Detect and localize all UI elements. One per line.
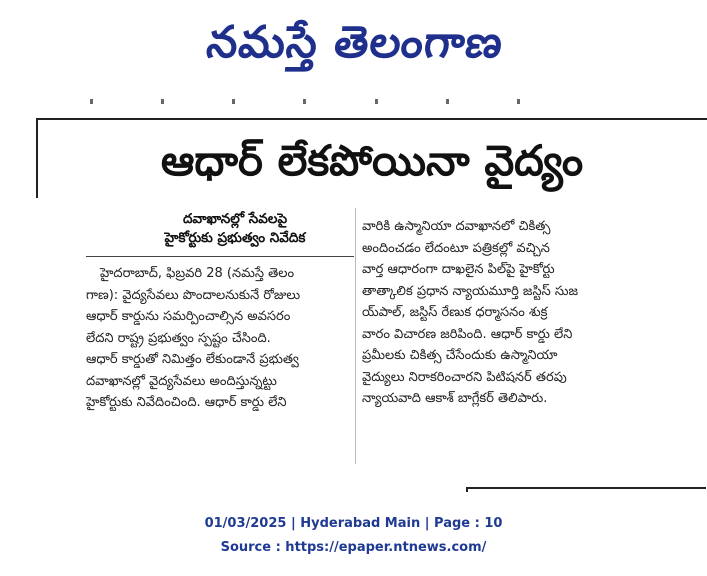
newspaper-masthead: నమస్తే తెలంగాణ [204, 17, 506, 68]
right-column-body [362, 216, 698, 410]
body-line: వార్త ఆధారంగా దాఖలైన పిల్‌పై హైకోర్టు [362, 262, 555, 277]
body-line: వారికి ఉస్మానియా దవాఖానలో చికిత్స [362, 219, 551, 234]
body-line: వారం విచారణ జరిపింది. ఆధార్ కార్డు లేని [362, 326, 573, 342]
body-line: వైద్యులు నిరాకరించారని పిటిషనర్ తరపు [362, 369, 567, 385]
body-line: హైకోర్టుకు నివేదించింది. ఆధార్ కార్డు లేని [86, 395, 287, 410]
edition-info: 01/03/2025 | Hyderabad Main | Page : 10 [204, 516, 503, 531]
masthead-dot-row [90, 98, 520, 104]
article-headline: ఆధార్ లేకపోయినా వైద్యం [160, 136, 584, 185]
subheadline-rule [86, 256, 354, 257]
article-bottom-left-tick [466, 487, 468, 492]
body-line: ప్రమీలకు చికిత్స చేసేందుకు ఉస్మానియా [362, 348, 558, 363]
body-line: గాణ): వైద్యసేవలు పొందాలనుకునే రోజులు [86, 287, 301, 303]
body-line: య్‌పాల్, జస్టిస్ రేణుక ధర్మాసనం శుక్ర [362, 305, 548, 320]
body-line: న్యాయవాది ఆకాశ్ బాగ్లేకర్ తెలిపారు. [362, 391, 548, 406]
body-line: అందించడం లేదంటూ పత్రికల్లో వచ్చిన [362, 240, 550, 256]
body-line: దవాఖానల్లో వైద్యసేవలు అందిస్తున్నట్టు [86, 373, 277, 389]
article-bottom-rule [466, 487, 706, 489]
headline-top-rule [36, 118, 707, 120]
subheadline-line: హైకోర్టుకు ప్రభుత్వం నివేదిక [164, 230, 306, 246]
body-line: ఆధార్ కార్డుతో నిమిత్తం లేకుండానే ప్రభుత్వ [86, 352, 299, 367]
article-left-column [86, 210, 354, 414]
body-line: తాత్కాలిక ప్రధాన న్యాయమూర్తి జస్టిస్ సుజ [362, 283, 578, 299]
left-column-body [86, 263, 354, 414]
article-right-column [362, 216, 698, 410]
article-subheadline [116, 210, 354, 248]
source-link[interactable]: Source : https://epaper.ntnews.com/ [220, 540, 487, 555]
body-line: లేదని రాష్ట్ర ప్రభుత్వం స్పష్టం చేసింది. [86, 330, 271, 346]
body-line: హైదరాబాద్, ఫిబ్రవరి 28 (నమస్తే తెలం [100, 266, 295, 281]
column-divider [355, 208, 356, 464]
body-line: ఆధార్ కార్డును సమర్పించాల్సిన అవసరం [86, 309, 291, 324]
subheadline-line: దవాఖానల్లో సేవలపై [182, 211, 288, 227]
